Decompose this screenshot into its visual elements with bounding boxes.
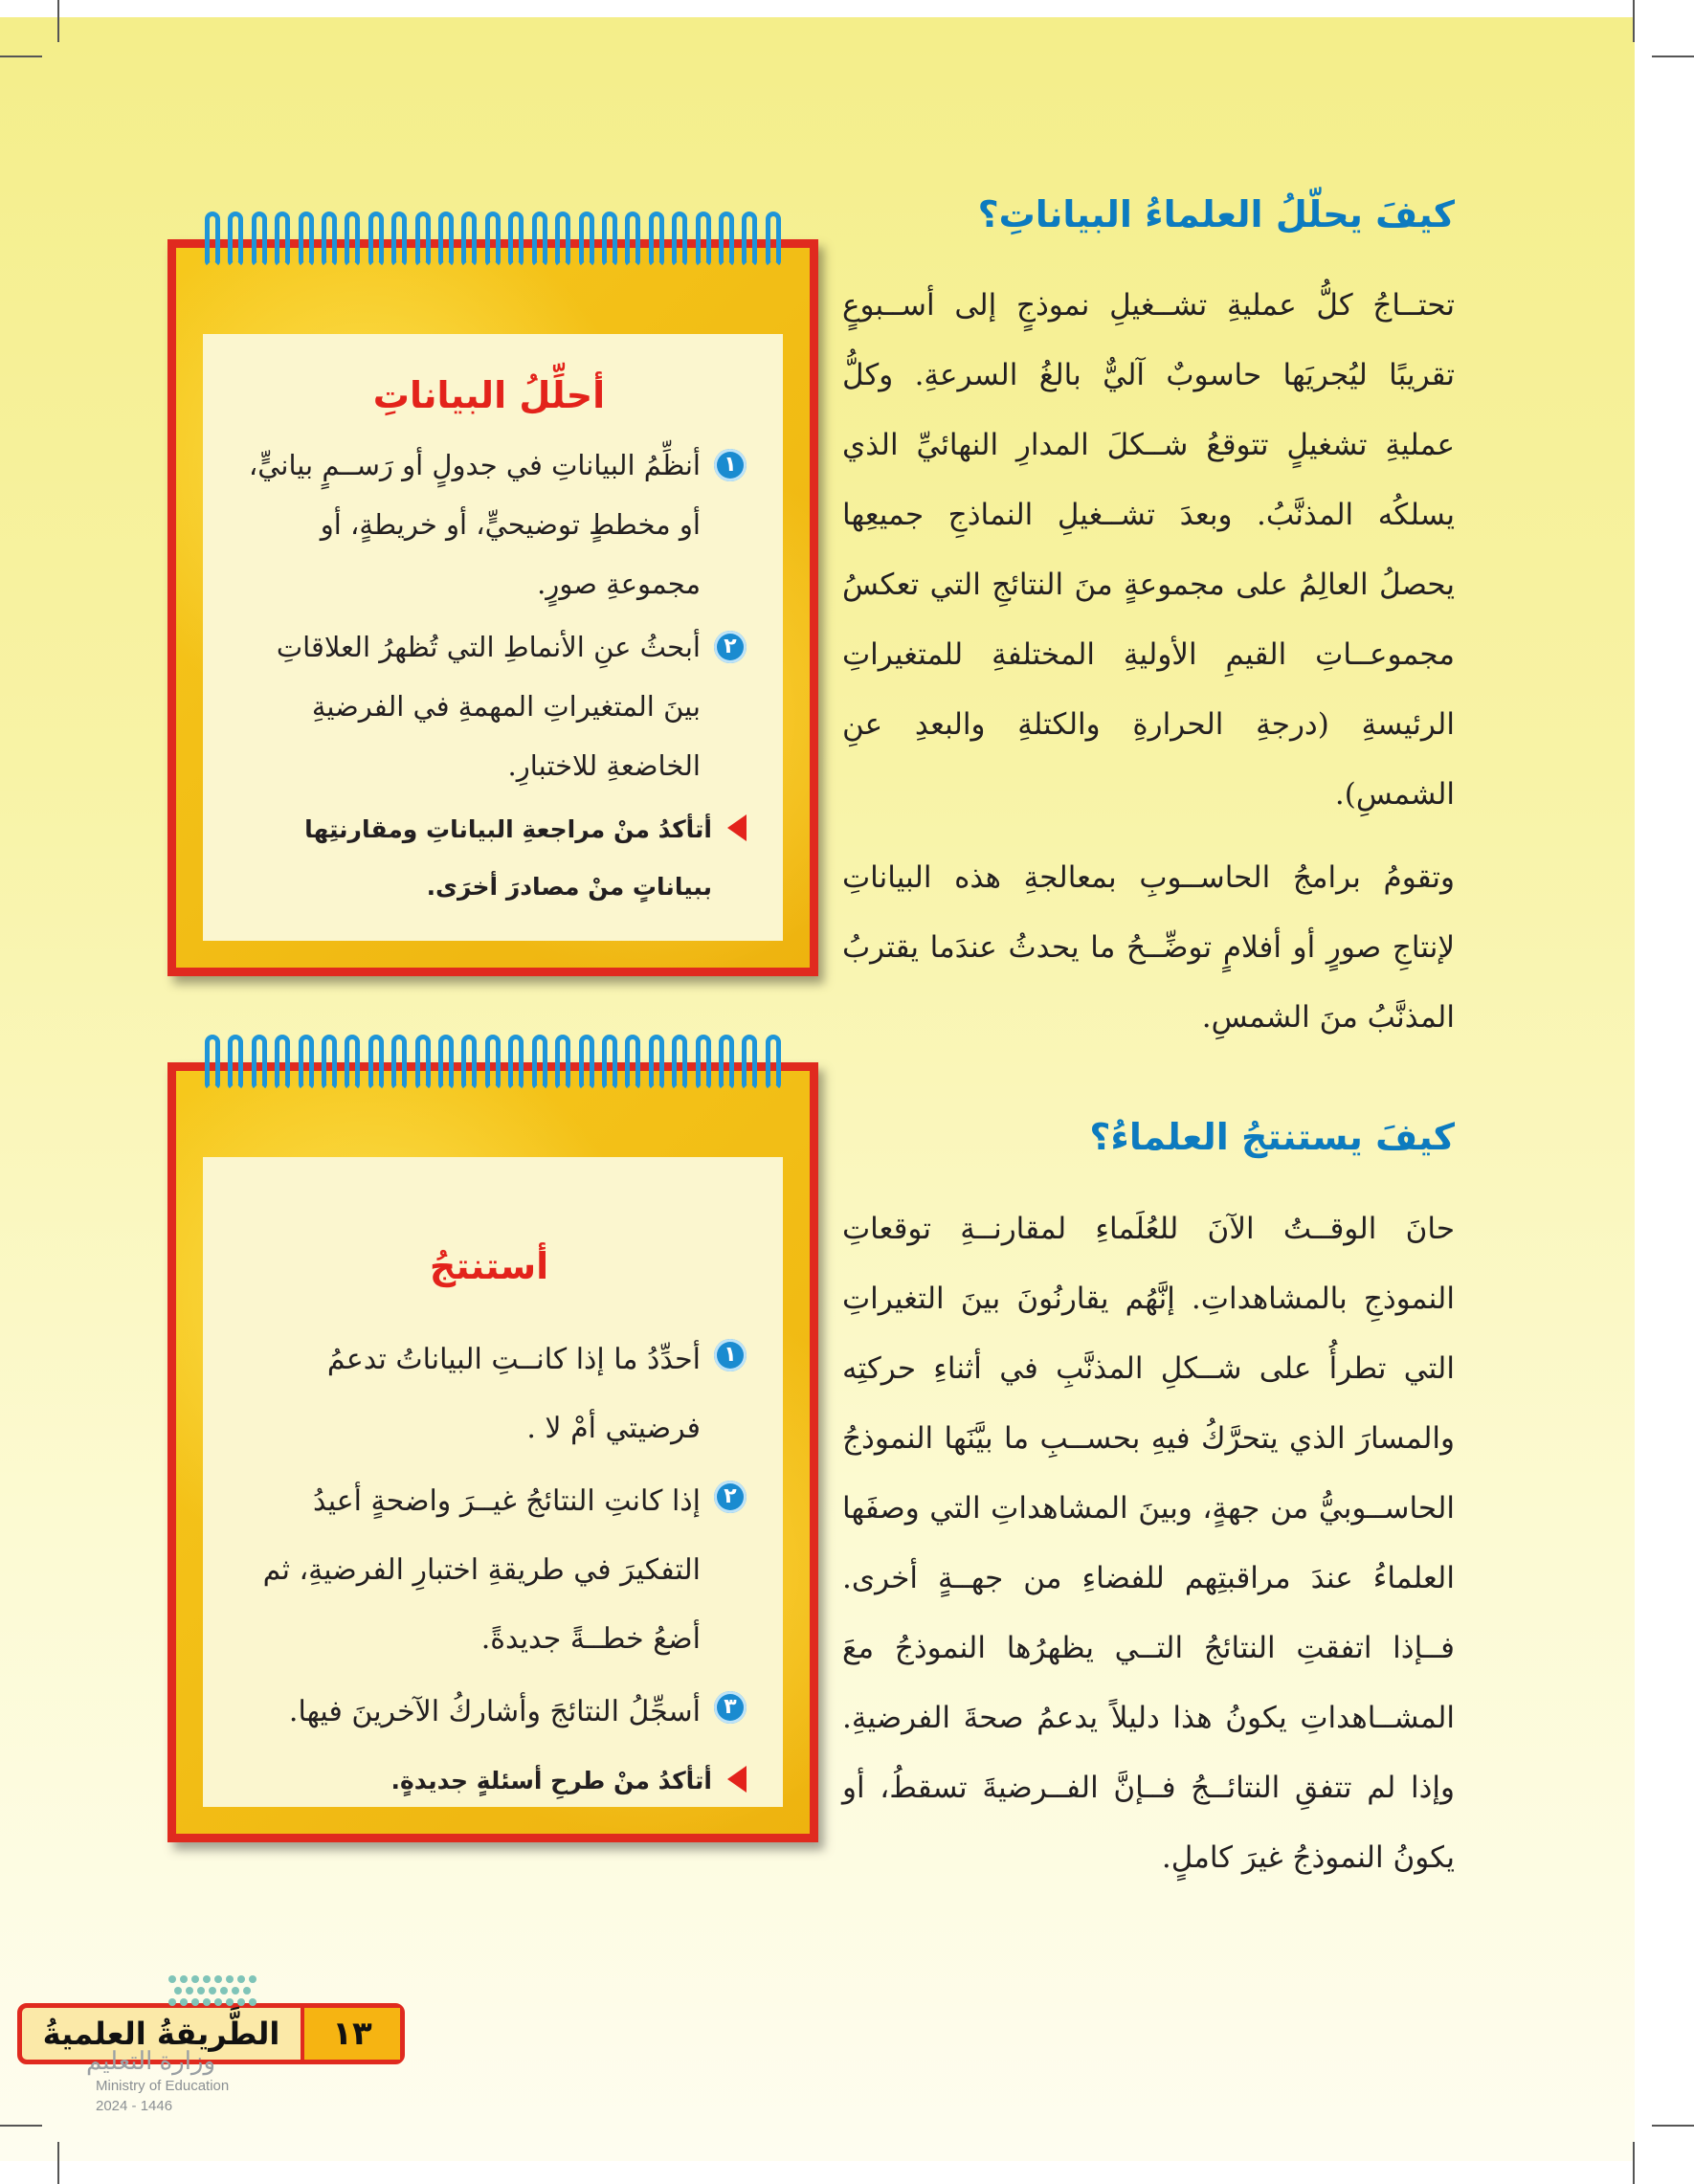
section-title-conclude: كيفَ يستنتجُ العلماءُ؟ bbox=[1089, 1116, 1455, 1159]
ministry-logo-icon bbox=[163, 1970, 268, 2017]
list-item-text: أسجِّلُ النتائجَ وأشاركُ الآخرينَ فيها. bbox=[288, 1695, 701, 1728]
triangle-bullet-icon bbox=[727, 1766, 747, 1793]
number-badge: ١ bbox=[714, 449, 747, 481]
number-badge: ٣ bbox=[714, 1691, 747, 1724]
crop-mark bbox=[1652, 56, 1694, 57]
crop-mark bbox=[0, 2125, 42, 2127]
crop-mark bbox=[1633, 0, 1635, 42]
paragraph: تحتــاجُ كلُّ عمليةِ تشــغيلِ نموذجٍ إلى أســبوعٍ تقريبًا ليُجريَها حاسوبٌ آليٌّ بالغُ السرعةِ. وكلُّ عمليةِ تشغيلٍ تتوقعُ شــكلَ المدارِ النهائيِّ الذي يسلكُه المذنَّبُ. وبعدَ تشــغيلِ النماذجِ جميعِها يحصلُ العالِمُ على مجموعةٍ منَ النتائجِ التي تعكسُ مجموعــاتِ القيمِ الأوليةِ المختلفةِ للمتغيراتِ الرئيسةِ (درجةِ الحرارةِ والكتلةِ والبعدِ عنِ الشمسِ). bbox=[842, 288, 1455, 813]
notebook-card-analyze bbox=[167, 239, 818, 976]
check-note-text: أتأكدُ منْ طرحِ أسئلةٍ جديدةٍ. bbox=[390, 1767, 712, 1794]
number-badge: ٢ bbox=[714, 1481, 747, 1513]
list-item-text: أنظِّمُ البياناتِ في جدولٍ أو رَســمٍ بيانيٍّ، أو مخططٍ توضيحيٍّ، أو خريطةٍ، أو مجموعةِ صورٍ. bbox=[248, 449, 701, 600]
crop-mark bbox=[57, 2142, 59, 2184]
spiral-binding bbox=[205, 1035, 781, 1102]
crop-mark bbox=[1652, 2125, 1694, 2127]
ministry-name-english: Ministry of Education bbox=[96, 2078, 230, 2094]
section-title-analyze: كيفَ يحلّلُ العلماءُ البياناتِ؟ bbox=[977, 193, 1455, 235]
paragraph: حانَ الوقــتُ الآنَ للعُلَماءِ لمقارنــةِ توقعاتِ النموذجِ بالمشاهداتِ. إنَّهُم يقارنُونَ بينَ التغيراتِ التي تطرأُ على شــكلِ المذنَّبِ في أثناءِ حركتِه والمسارَ الذي يتحرَّكُ فيهِ بحســبِ ما بيَّنَها النموذجُ الحاســوبيُّ من جهةٍ، وبينَ المشاهداتِ التي وصفَها العلماءُ عندَ مراقبتِهم للفضاءِ من جهــةٍ أخرى. فــإذا اتفقتِ النتائجُ التــي يظهرُها النموذجُ معَ المشــاهداتِ يكونُ هذا دليلاً يدعمُ صحةَ الفرضيةِ. وإذا لم تتفقِ النتائــجُ فــإنَّ الفــرضيةَ تسقطُ، أو يكونُ النموذجُ غيرَ كاملٍ. bbox=[842, 1211, 1455, 1875]
ministry-name-arabic: وزارة التعليم bbox=[86, 2046, 216, 2075]
list-item-text: إذا كانتِ النتائجُ غيــرَ واضحةٍ أعيدُ التفكيرَ في طريقةِ اختبارِ الفرضيةِ، ثم أضعُ خطــةً جديدةً. bbox=[262, 1484, 701, 1656]
list-item bbox=[232, 1467, 747, 1674]
check-note bbox=[232, 1752, 747, 1810]
paragraph: وتقومُ برامجُ الحاســوبِ بمعالجةِ هذه البياناتِ لإنتاجِ صورٍ أو أفلامٍ توضِّــحُ ما يحدثُ عندَما يقتربُ المذنَّبُ منَ الشمسِ. bbox=[842, 860, 1455, 1036]
number-badge: ٢ bbox=[714, 631, 747, 663]
ministry-logo bbox=[86, 1970, 297, 2113]
check-note-text: أتأكدُ منْ مراجعةِ البياناتِ ومقارنتِها ببياناتٍ منْ مصادرَ أخرَى. bbox=[304, 815, 712, 901]
list-item bbox=[232, 617, 747, 795]
list-item bbox=[232, 1678, 747, 1747]
crop-mark bbox=[1633, 2142, 1635, 2184]
card-title: أحلِّلُ البياناتِ bbox=[372, 374, 606, 416]
list-item-text: أبحثُ عنِ الأنماطِ التي تُظهرُ العلاقاتِ بينَ المتغيراتِ المهمةِ في الفرضيةِ الخاضعةِ للاختبارِ. bbox=[276, 631, 701, 782]
notebook-card-conclude bbox=[167, 1062, 818, 1842]
card-content bbox=[203, 1157, 783, 1807]
card-title: أستنتجُ bbox=[429, 1245, 549, 1287]
main-text-column bbox=[842, 191, 1455, 1906]
list-item-text: أحدِّدُ ما إذا كانــتِ البياناتُ تدعمُ فرضيتي أمْ لا . bbox=[326, 1343, 701, 1445]
list-item bbox=[232, 435, 747, 613]
crop-mark bbox=[57, 0, 59, 42]
number-badge: ١ bbox=[714, 1339, 747, 1371]
spiral-binding bbox=[205, 212, 781, 279]
chapter-title: الطَّريقةُ العلميةُ bbox=[42, 2016, 280, 2052]
edition-year: 2024 - 1446 bbox=[96, 2098, 173, 2114]
crop-mark bbox=[0, 56, 42, 57]
card-content bbox=[203, 334, 783, 941]
triangle-bullet-icon bbox=[727, 814, 747, 841]
list-item bbox=[232, 1326, 747, 1463]
page-number: ١٣ bbox=[301, 2008, 400, 2060]
check-note bbox=[232, 801, 747, 916]
